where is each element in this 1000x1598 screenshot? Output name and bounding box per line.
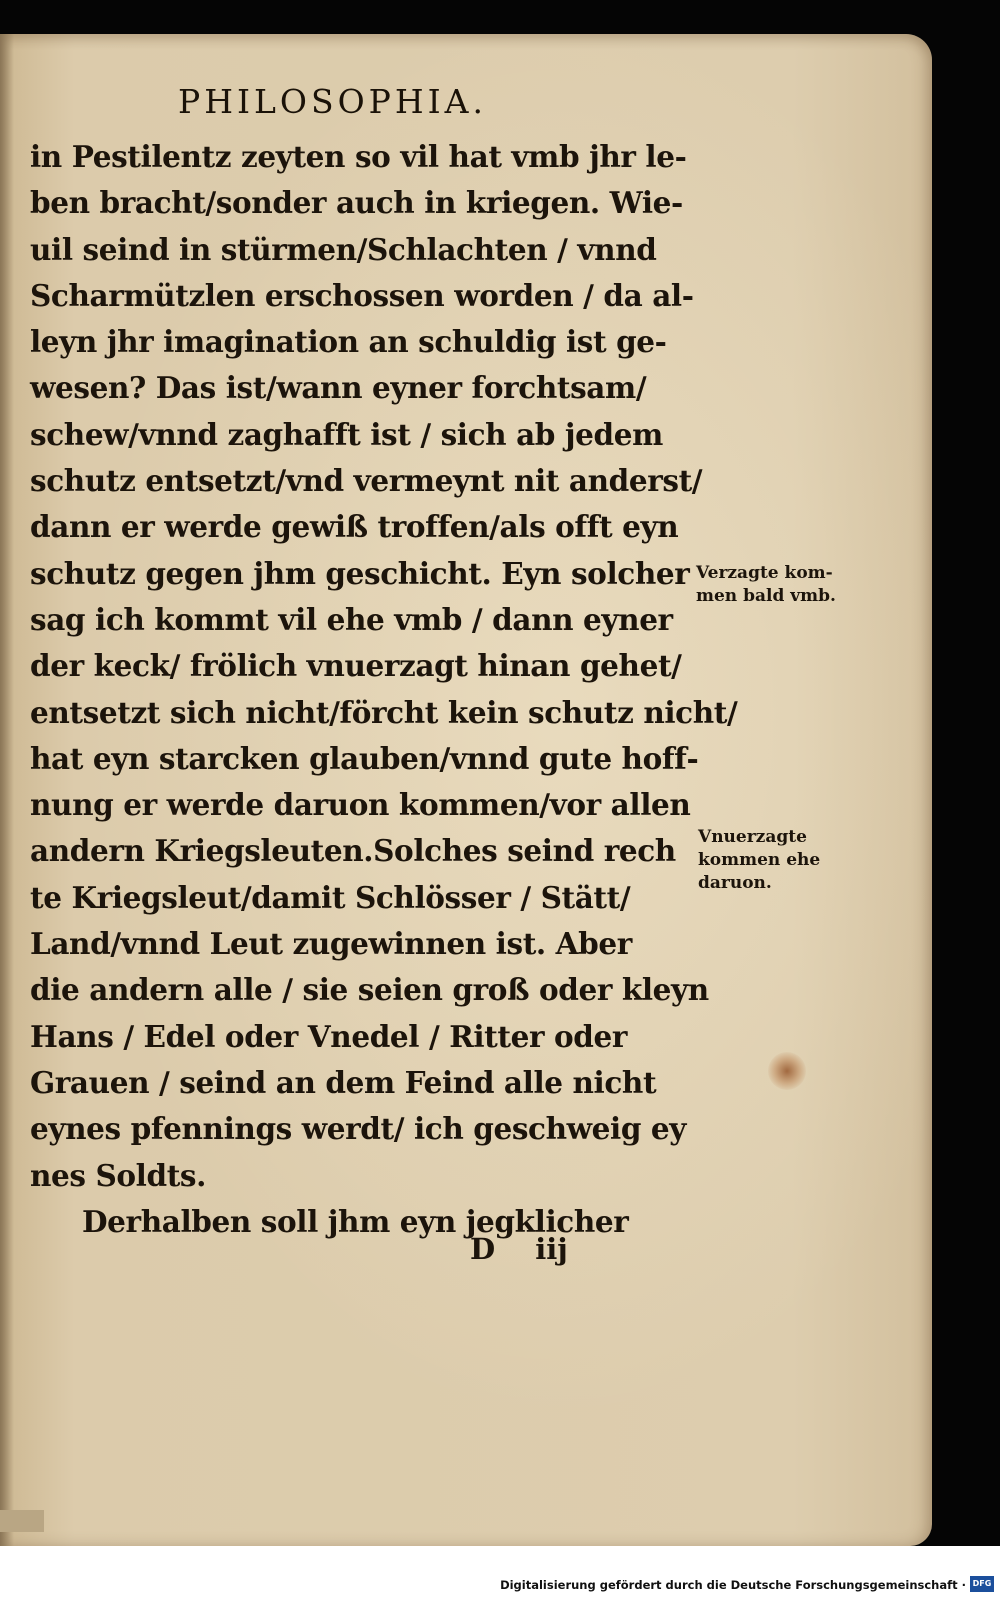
page-gutter-shadow — [0, 34, 14, 1546]
margin-note-line: men bald vmb. — [696, 586, 836, 606]
text-line: die andern alle / sie seien groß oder kleyn — [30, 972, 709, 1008]
text-line: ben bracht/sonder auch in kriegen. Wie‐ — [30, 185, 683, 221]
dfg-logo-icon: DFG — [970, 1576, 994, 1592]
text-line: leyn jhr imagination an schuldig ist ge‐ — [30, 324, 667, 360]
margin-note-line: daruon. — [698, 873, 772, 893]
margin-note — [696, 562, 861, 608]
text-line: wesen? Das ist/wann eyner forchtsam/ — [30, 370, 647, 406]
text-line: Scharmützlen erschossen worden / da al‐ — [30, 277, 694, 313]
body-text — [30, 134, 738, 1245]
text-line: schew/vnnd zaghafft ist / sich ab jedem — [30, 416, 663, 452]
text-line: eynes pfennings werdt/ ich geschweig ey — [30, 1111, 687, 1147]
text-line: schutz gegen jhm geschicht. Eyn solcher — [30, 555, 690, 591]
text-line: der keck/ frölich vnuerzagt hinan gehet/ — [30, 648, 682, 684]
text-line: entsetzt sich nicht/förcht kein schutz nicht/ — [30, 694, 738, 730]
text-line: Land/vnnd Leut zugewinnen ist. Aber — [30, 926, 632, 962]
signature-mark: D iij — [470, 1232, 568, 1266]
digitization-credit: Digitalisierung gefördert durch die Deutsche Forschungsgemeinschaft · — [500, 1578, 966, 1592]
text-line: andern Kriegsleuten.Solches seind rech — [30, 833, 676, 869]
text-line: sag ich kommt vil ehe vmb / dann eyner — [30, 601, 673, 637]
page-tab — [0, 1510, 44, 1532]
text-line: Grauen / seind an dem Feind alle nicht — [30, 1064, 657, 1100]
margin-note-line: kommen ehe — [698, 850, 821, 870]
text-line: dann er werde gewiß troffen/als offt eyn — [30, 509, 679, 545]
margin-note-line: Verzagte kom‐ — [696, 563, 833, 583]
text-line: hat eyn starcken glauben/vnnd gute hoff‐ — [30, 740, 699, 776]
text-line: nes Soldts. — [30, 1157, 207, 1193]
margin-note-line: Vnuerzagte — [698, 827, 807, 847]
text-line: uil seind in stürmen/Schlachten / vnnd — [30, 231, 657, 267]
margin-note — [698, 826, 863, 895]
text-line: schutz entsetzt/vnd vermeynt nit anderst/ — [30, 463, 703, 499]
text-line: nung er werde daruon kommen/vor allen — [30, 787, 691, 823]
text-line: Hans / Edel oder Vnedel / Ritter oder — [30, 1018, 627, 1054]
text-line: te Kriegsleut/damit Schlösser / Stätt/ — [30, 879, 631, 915]
text-line: in Pestilentz zeyten so vil hat vmb jhr le‐ — [30, 139, 687, 174]
running-header: PHILOSOPHIA. — [178, 82, 487, 121]
text-line: Derhalben soll jhm eyn jegklicher — [82, 1203, 629, 1239]
paper-stain — [768, 1052, 806, 1090]
